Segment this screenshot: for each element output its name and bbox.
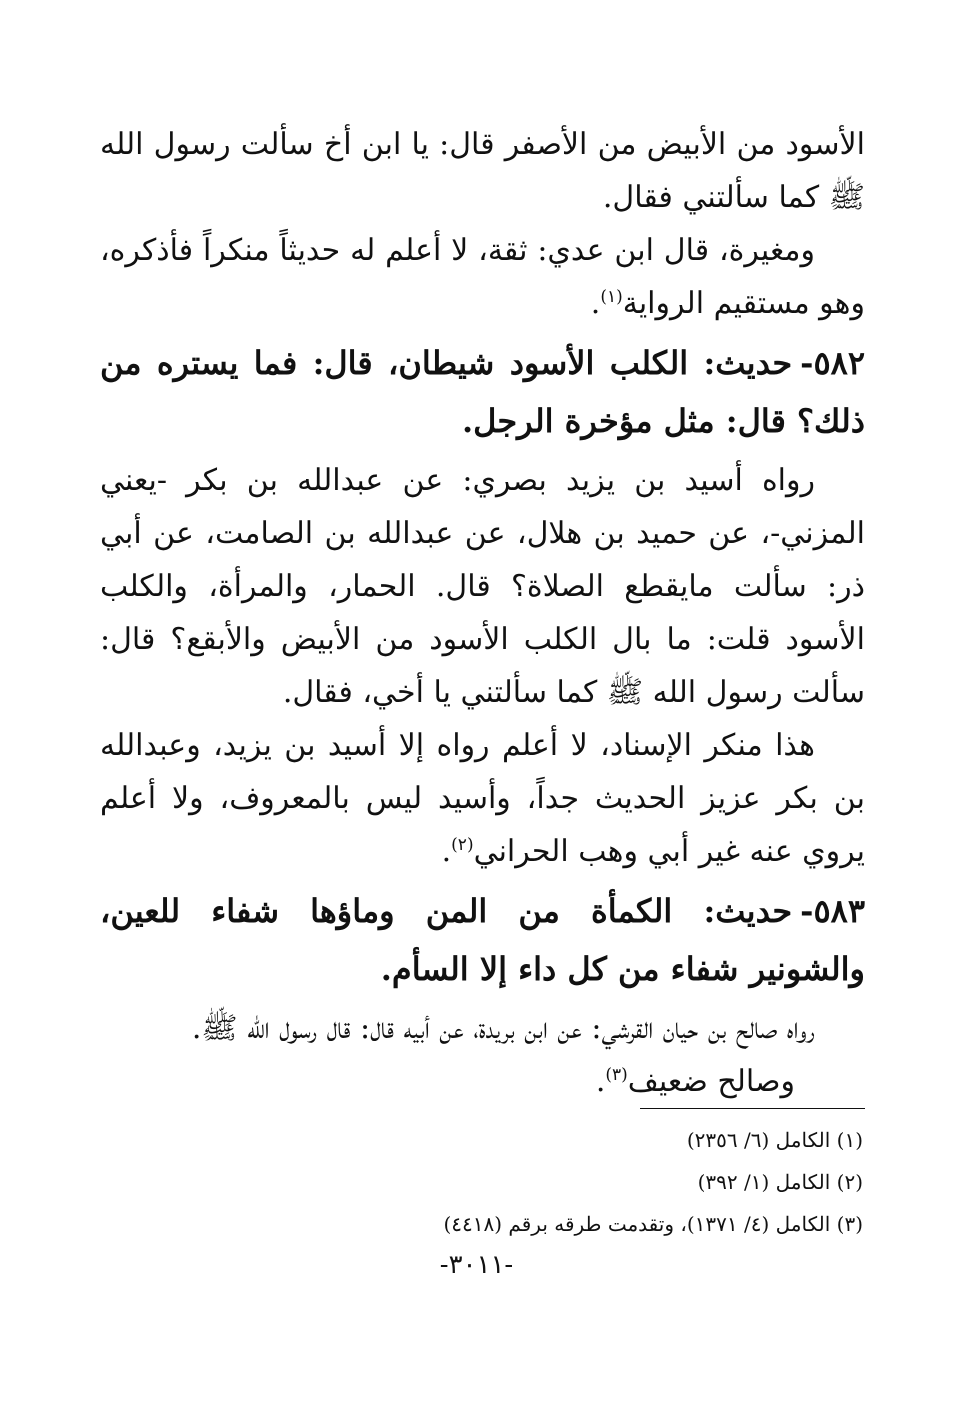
footnote-divider <box>640 1108 865 1109</box>
paragraph-text: هذا منكر الإسناد، لا أعلم رواه إلا أسيد بن يزيد، وعبدالله بن بكر عزيز الحديث جداً، وأسيد ليس بالمعروف، ولا أعلم يروي عنه غير أبي وهب الحراني <box>100 728 865 869</box>
footnote-1: (١) الكامل (٦/ ٢٣٥٦) <box>686 1128 863 1152</box>
footnote-3: (٣) الكامل (٤/ ١٣٧١)، وتقدمت طرقه برقم (٤٤١٨) <box>443 1212 863 1236</box>
paragraph-narration-582: رواه أسيد بن يزيد بصري: عن عبدالله بن بكر -يعني المزني-، عن حميد بن هلال، عن عبدالله بن الصامت، عن أبي ذر: سألت مايقطع الصلاة؟ قال. الحمار، والمرأة، والكلب الأسود قلت: ما بال الكلب الأسود من الأبيض والأبقع؟ قال: سألت رسول الله ﷺ كما سألتني يا أخي، فقال. <box>100 463 865 710</box>
hadith-text: حديث: الكلب الأسود شيطان، قال: فما يستره من ذلك؟ قال: مثل مؤخرة الرجل. <box>100 344 865 440</box>
footnote-2: (٢) الكامل (١/ ٣٩٢) <box>697 1170 863 1194</box>
paragraph-salih-weak <box>100 1055 865 1108</box>
hadith-number: ٥٨٢- <box>800 344 865 382</box>
paragraph-ibn-adi-comment <box>100 224 865 330</box>
footnote-ref-1[interactable]: (١) <box>600 287 623 307</box>
hadith-text: حديث: الكمأة من المن وماؤها شفاء للعين، والشونير شفاء من كل داء إلا السأم. <box>100 892 865 988</box>
paragraph-text: وصالح ضعيف <box>627 1064 795 1099</box>
hadith-number: ٥٨٣- <box>800 892 865 930</box>
hadith-heading-583 <box>100 882 865 998</box>
page-number: -٣٠١١- <box>439 1250 514 1280</box>
paragraph-text: ومغيرة، قال ابن عدي: ثقة، لا أعلم له حديثاً منكراً فأذكره، وهو مستقيم الرواية <box>100 233 865 321</box>
paragraph-continuation: الأسود من الأبيض من الأصفر قال: يا ابن أخ سألت رسول الله ﷺ كما سألتني فقال. <box>100 127 865 215</box>
footnote-ref-2[interactable]: (٢) <box>451 835 474 855</box>
paragraph-end: . <box>590 286 601 321</box>
hadith-heading-582 <box>100 334 865 450</box>
paragraph-end: . <box>441 834 452 869</box>
paragraph-isnad-critique <box>100 719 865 878</box>
footnotes-section <box>100 1119 865 1245</box>
footnote-ref-3[interactable]: (٣) <box>605 1065 628 1085</box>
page-body <box>100 118 865 1245</box>
paragraph-narration-583: رواه صالح بن حيان القرشي: عن ابن بريدة، عن أبيه قال: قال رسول الله ﷺ. <box>191 1011 815 1046</box>
paragraph-end: . <box>595 1064 606 1099</box>
